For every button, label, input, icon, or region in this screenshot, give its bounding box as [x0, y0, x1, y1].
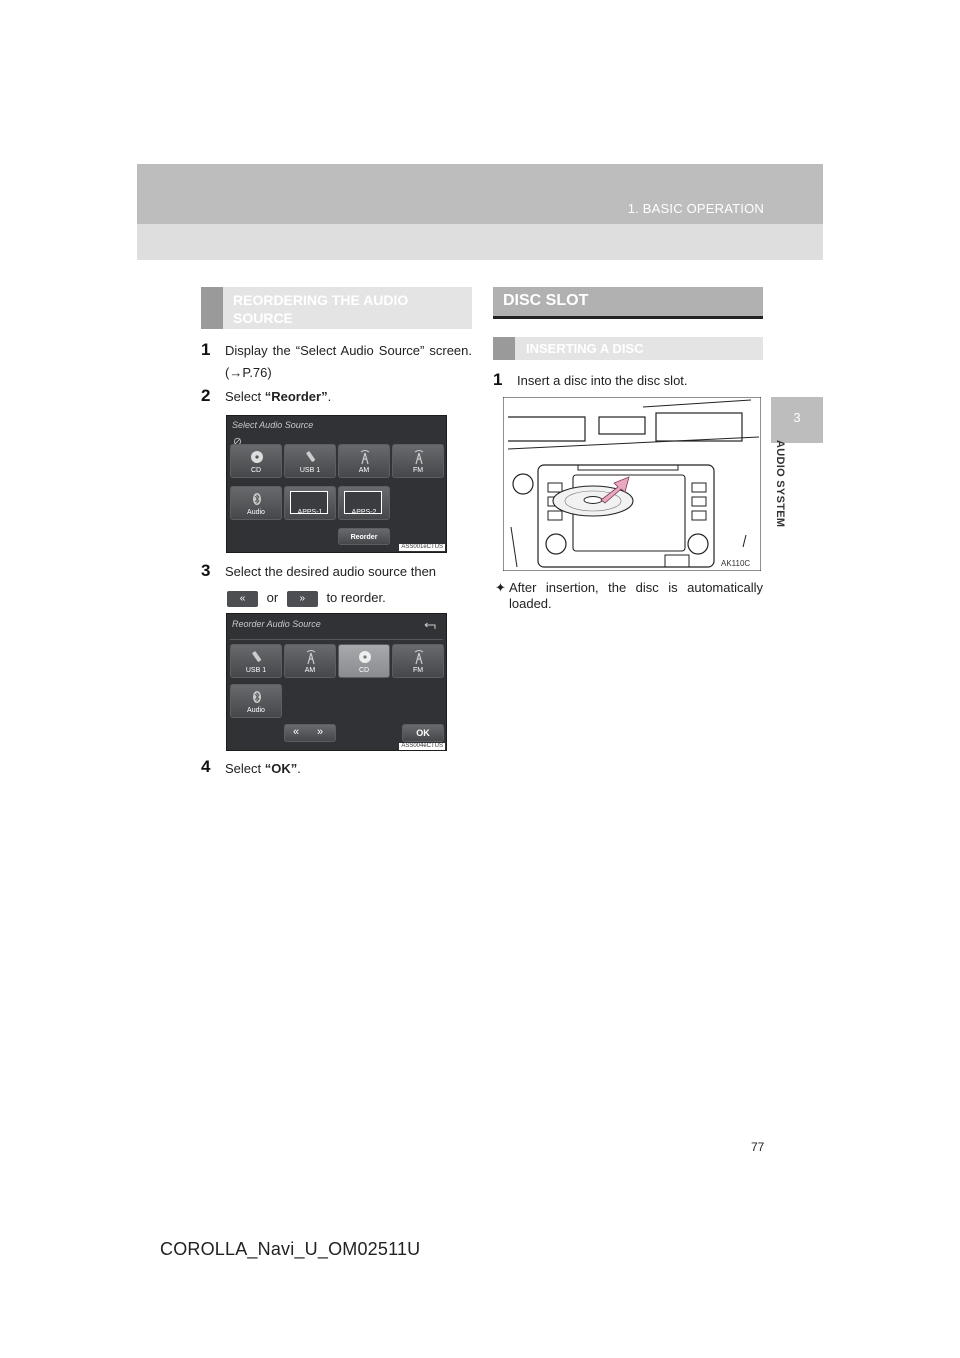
page-number: 77 — [751, 1140, 765, 1154]
tile-label: CD — [358, 667, 370, 674]
tile-cd-selected[interactable] — [338, 644, 390, 678]
tile-am[interactable] — [284, 644, 336, 678]
step-1 — [201, 340, 210, 360]
step-3 — [201, 561, 210, 581]
heading-marker — [201, 287, 223, 329]
reorder-label-ref: “Reorder” — [264, 389, 328, 404]
figure-code: ASS001eCTUS — [401, 544, 443, 550]
select-audio-source-screenshot — [226, 415, 447, 553]
antenna-icon — [303, 649, 319, 665]
move-right-button: » — [287, 591, 318, 607]
tile-cd[interactable] — [230, 444, 282, 478]
figure-code: AK110C — [721, 559, 751, 568]
tile-label: USB 1 — [245, 667, 267, 674]
step-2-post: . — [327, 389, 332, 404]
step-2-text — [225, 386, 331, 408]
tile-fm[interactable] — [392, 444, 444, 478]
usb-icon — [303, 449, 319, 465]
ok-button[interactable] — [402, 724, 444, 742]
tile-usb1[interactable] — [284, 444, 336, 478]
forward-icon: » — [317, 726, 324, 738]
cd-icon — [249, 449, 265, 465]
inserting-disc-subheading-text: INSERTING A DISC — [526, 341, 644, 356]
back-icon[interactable] — [423, 618, 437, 636]
tile-label: FM — [412, 667, 424, 674]
tile-label: AM — [304, 667, 316, 674]
bluetooth-icon — [249, 689, 265, 705]
step-3-text: Select the desired audio source then — [225, 564, 437, 579]
header-subband — [137, 224, 823, 260]
reorder-heading-text: REORDERING THE AUDIO SOURCE — [233, 292, 409, 326]
tile-apps-1[interactable] — [284, 486, 336, 520]
reorder-button-label: Reorder — [350, 534, 378, 541]
bullet-text: After insertion, the disc is automatically loaded. — [509, 580, 763, 611]
move-left-button: « — [227, 591, 258, 607]
chapter-title: 1. BASIC OPERATION — [627, 201, 764, 216]
side-tab-label-text: AUDIO SYSTEM — [774, 440, 786, 528]
tile-usb1[interactable] — [230, 644, 282, 678]
tile-label: FM — [412, 467, 424, 474]
step-2-number: 2 — [201, 386, 211, 405]
tile-fm[interactable] — [392, 644, 444, 678]
or-text: or — [266, 590, 279, 605]
cd-icon — [357, 649, 373, 665]
reorder-button[interactable] — [338, 528, 390, 545]
tile-am[interactable] — [338, 444, 390, 478]
bullet-marker: ✦ — [495, 580, 506, 595]
tile-label: CD — [250, 467, 262, 474]
tile-label: Audio — [247, 509, 265, 516]
antenna-icon — [411, 449, 427, 465]
reorder-audio-source-screenshot — [226, 613, 447, 751]
rewind-icon: « — [293, 726, 300, 738]
screen-title: Select Audio Source — [232, 420, 314, 430]
step-1-text: Display the “Select Audio Source” screen. (→P.76) — [225, 343, 472, 380]
tile-label: APPS-1 — [297, 509, 323, 516]
bluetooth-icon — [249, 491, 265, 507]
tile-bluetooth-audio[interactable] — [230, 684, 282, 718]
tile-label: AM — [358, 467, 370, 474]
tile-bluetooth-audio[interactable] — [230, 486, 282, 520]
step-4-number: 4 — [201, 757, 211, 776]
ok-label-ref: “OK” — [264, 761, 298, 776]
tile-label: APPS-2 — [351, 509, 377, 516]
antenna-icon — [411, 649, 427, 665]
screen-title: Reorder Audio Source — [232, 619, 321, 629]
usb-icon — [249, 649, 265, 665]
right-step-1-number: 1 — [493, 370, 503, 389]
tile-label: USB 1 — [299, 467, 321, 474]
right-step-1-text: Insert a disc into the disc slot. — [517, 373, 688, 388]
disc-slot-illustration — [503, 397, 761, 576]
step-4-text — [225, 758, 301, 780]
step-4-post: . — [297, 761, 301, 776]
divider — [230, 639, 443, 640]
figure-code: ASS004eCTUS — [401, 743, 443, 749]
step-3-buttons-line — [227, 587, 386, 609]
step-3-number: 3 — [201, 561, 211, 580]
tile-label: Audio — [247, 707, 265, 714]
step-2 — [201, 386, 210, 406]
right-step-1 — [493, 370, 502, 390]
side-tab-number: 3 — [793, 410, 801, 425]
antenna-icon — [357, 449, 373, 465]
side-tab-label — [768, 440, 790, 560]
step-4-pre: Select — [225, 761, 265, 776]
tile-apps-2[interactable] — [338, 486, 390, 520]
step-2-pre: Select — [225, 389, 265, 404]
move-arrows-button[interactable] — [284, 724, 336, 742]
step-3-post: to reorder. — [326, 590, 386, 605]
disc-slot-heading-text: DISC SLOT — [503, 292, 589, 309]
heading-marker — [493, 337, 515, 360]
heading-rule — [493, 316, 763, 319]
step-1-number: 1 — [201, 340, 211, 359]
footer-model-code: COROLLA_Navi_U_OM02511U — [160, 1239, 421, 1259]
step-4 — [201, 757, 210, 777]
ok-button-label: OK — [416, 728, 430, 738]
